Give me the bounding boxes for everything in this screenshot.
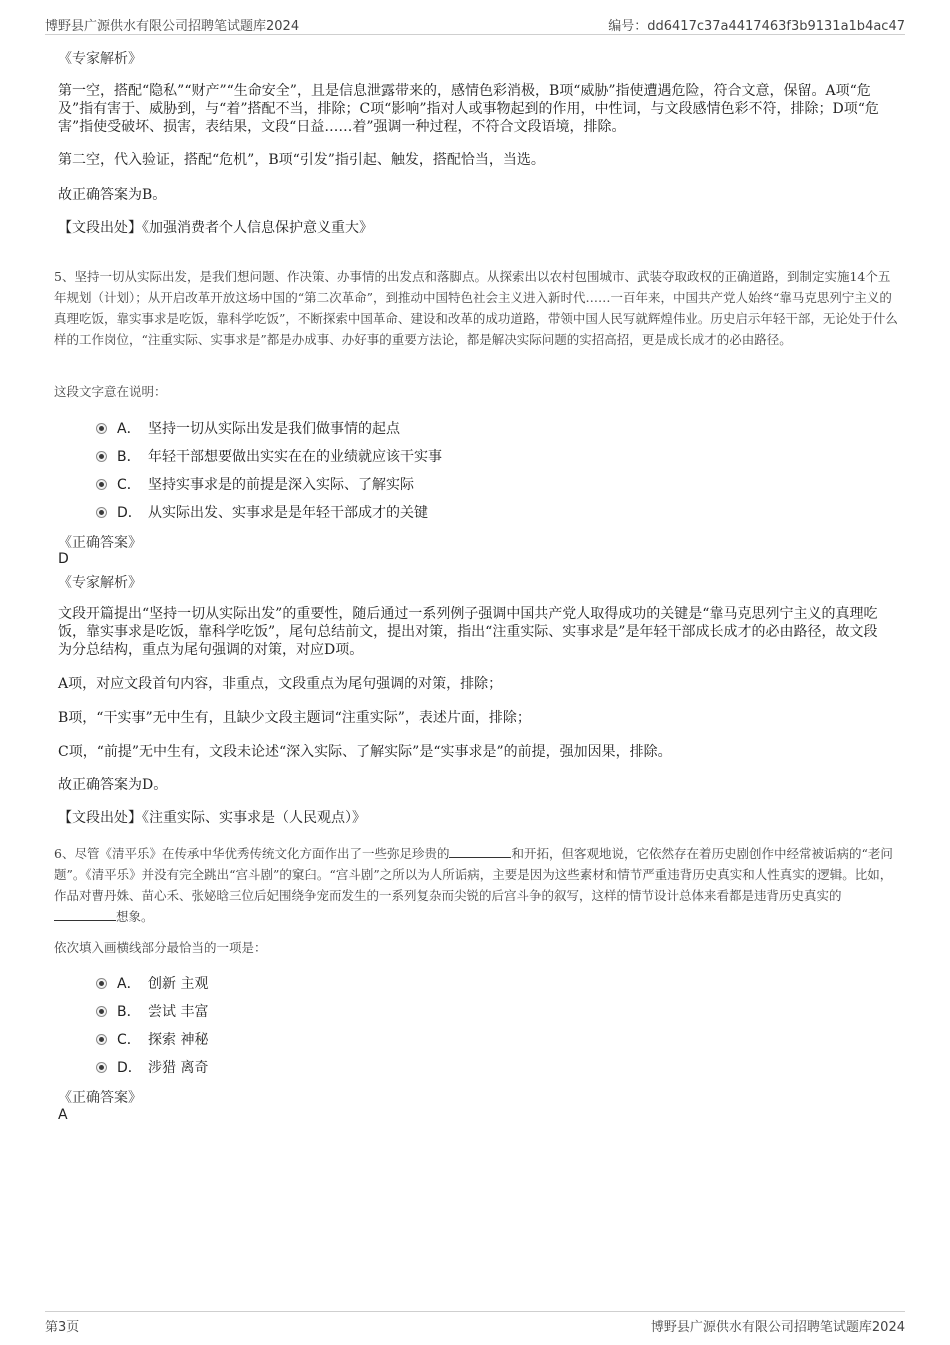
- source-citation: 【文段出处】《注重实际、实事求是（人民观点）》: [58, 810, 366, 826]
- option-letter: B．: [117, 1004, 141, 1020]
- radio-icon[interactable]: [96, 479, 107, 490]
- radio-icon[interactable]: [96, 423, 107, 434]
- answer-value: A: [58, 1107, 68, 1123]
- option-text: 年轻干部想要做出实实在在的业绩就应该干实事: [148, 449, 442, 465]
- radio-icon[interactable]: [96, 1062, 107, 1073]
- option-letter: A．: [117, 976, 141, 992]
- question-6-text: [54, 843, 899, 927]
- question-text-part: 和开拓，但客观地说，它依然存在着历史剧创作中经常被诟病的“老问题”。《清平乐》并没有完全跳出“宫斗剧”的窠臼。“宫斗剧”之所以为人所诟病，主要是因为这些素材和情节严重违背历史真实和人性真实的逻辑。比如，作品对曹丹姝、苗心禾、张妼晗三位后妃围绕争宠而发生的一系列复杂而尖锐的后宫斗争的叙写，这样的情节设计总体来看都是违背历史真实的: [54, 846, 893, 903]
- header-title: 博野县广源供水有限公司招聘笔试题库2024: [45, 19, 300, 34]
- answer-value: D: [58, 551, 69, 567]
- page-number: 第3页: [45, 1320, 80, 1335]
- analysis-label: 《专家解析》: [58, 575, 142, 591]
- fill-blank: [54, 908, 116, 921]
- question-5-text: 5、坚持一切从实际出发，是我们想问题、作决策、办事情的出发点和落脚点。从探索出以农村包围城市、武装夺取政权的正确道路，到制定实施14个五年规划（计划）；从开启改革开放这场中国的“第二次革命”，到推动中国特色社会主义进入新时代……一百年来，中国共产党人始终“靠马克思列宁主义的真理吃饭，靠实事求是吃饭，靠科学吃饭”，不断探索中国革命、建设和改革的成功道路，带领中国人民写就辉煌伟业。历史启示年轻干部，无论处于什么样的工作岗位，“注重实际、实事求是”都是办成事、办好事的重要方法论，都是解决实际问题的实招高招，更是成长成才的必由路径。: [54, 269, 898, 347]
- radio-icon[interactable]: [96, 451, 107, 462]
- answer-label: 《正确答案》: [58, 535, 142, 551]
- header-doc-id: 编号：dd6417c37a4417463f3b9131a1b4ac47: [608, 19, 905, 34]
- option-text: 尝试 丰富: [148, 1004, 209, 1020]
- option-letter: D．: [117, 1060, 142, 1076]
- option-letter: B．: [117, 449, 141, 465]
- footer-title: 博野县广源供水有限公司招聘笔试题库2024: [650, 1320, 905, 1335]
- option-text: 涉猎 离奇: [148, 1060, 209, 1076]
- option-letter: C．: [117, 1032, 141, 1048]
- answer-label: 《正确答案》: [58, 1090, 142, 1106]
- option-letter: A．: [117, 421, 141, 437]
- question-text-part: 想象。: [116, 909, 154, 924]
- option-text: 坚持一切从实际出发是我们做事情的起点: [148, 421, 400, 437]
- question-5-prompt: 这段文字意在说明：: [54, 384, 167, 399]
- analysis-label: 《专家解析》: [58, 51, 142, 67]
- analysis-paragraph: 第一空，搭配“隐私”“财产”“生命安全”，且是信息泄露带来的，感情色彩消极，B项“威胁”指使遭遇危险，符合文意，保留。A项“危及”指有害于、威胁到，与“着”搭配不当，排除；C项“影响”指对人或事物起到的作用，中性词，与文段感情色彩不符，排除；D项“危害”指使受破坏、损害，表结果，文段“日益……着”强调一种过程，不符合文段语境，排除。: [58, 83, 879, 135]
- option-letter: D．: [117, 505, 142, 521]
- radio-icon[interactable]: [96, 1034, 107, 1045]
- question-6-prompt: 依次填入画横线部分最恰当的一项是：: [54, 940, 267, 955]
- analysis-paragraph: 文段开篇提出“坚持一切从实际出发”的重要性，随后通过一系列例子强调中国共产党人取得成功的关键是“靠马克思列宁主义的真理吃饭，靠实事求是吃饭，靠科学吃饭”，尾句总结前文，提出对策，指出“注重实际、实事求是”是年轻干部成长成才的必由路径，故文段为分总结构，重点为尾句强调的对策，对应D项。: [58, 606, 878, 658]
- fill-blank: [449, 845, 511, 858]
- option-text: 坚持实事求是的前提是深入实际、了解实际: [148, 477, 414, 493]
- analysis-conclusion: 故正确答案为B。: [58, 187, 167, 203]
- page-header: [45, 12, 905, 35]
- analysis-paragraph: C项，“前提”无中生有，文段未论述“深入实际、了解实际”是“实事求是”的前提，强加因果，排除。: [58, 744, 672, 760]
- analysis-paragraph: A项，对应文段首句内容，非重点，文段重点为尾句强调的对策，排除；: [58, 676, 503, 692]
- option-text: 探索 神秘: [148, 1032, 209, 1048]
- analysis-paragraph: 第二空，代入验证，搭配“危机”，B项“引发”指引起、触发，搭配恰当，当选。: [58, 152, 545, 168]
- question-text-part: 6、尽管《清平乐》在传承中华优秀传统文化方面作出了一些弥足珍贵的: [54, 846, 450, 861]
- radio-icon[interactable]: [96, 1006, 107, 1017]
- page-footer: [45, 1311, 905, 1336]
- radio-icon[interactable]: [96, 507, 107, 518]
- source-citation: 【文段出处】《加强消费者个人信息保护意义重大》: [58, 220, 373, 236]
- option-letter: C．: [117, 477, 141, 493]
- analysis-paragraph: B项，“干实事”无中生有，且缺少文段主题词“注重实际”，表述片面，排除；: [58, 710, 531, 726]
- option-text: 创新 主观: [148, 976, 209, 992]
- option-text: 从实际出发、实事求是是年轻干部成才的关键: [148, 505, 428, 521]
- radio-icon[interactable]: [96, 978, 107, 989]
- analysis-conclusion: 故正确答案为D。: [58, 777, 168, 793]
